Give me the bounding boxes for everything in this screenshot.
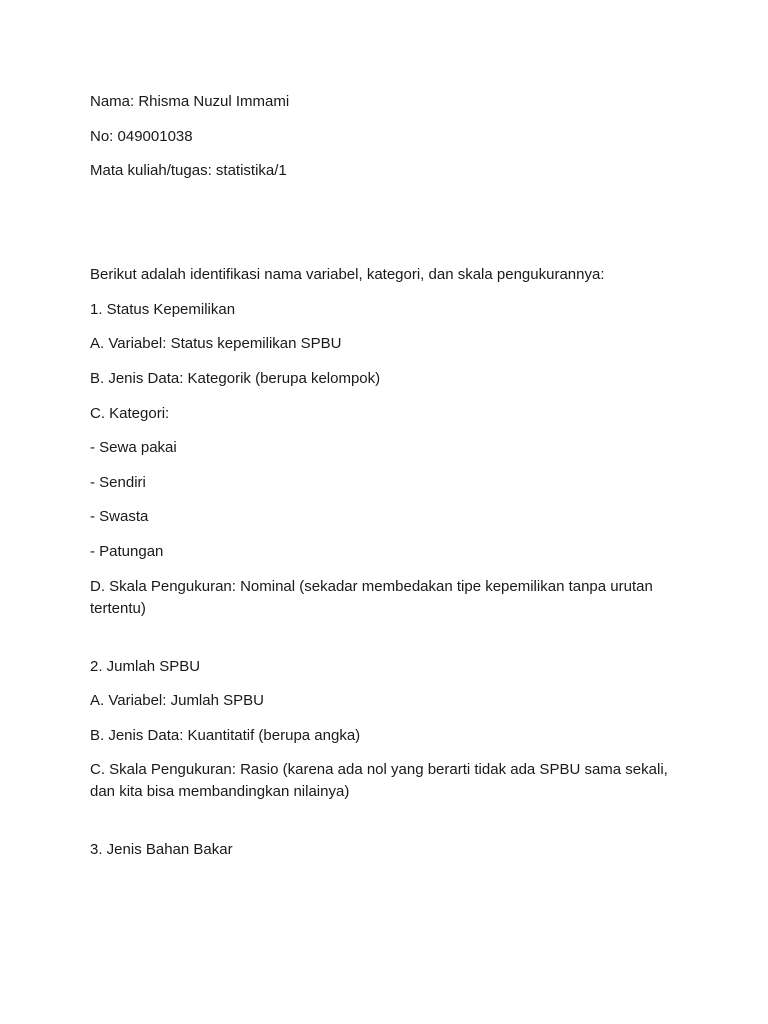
list-item: - Sendiri: [90, 473, 146, 491]
section-scale: D. Skala Pengukuran: Nominal (sekadar membedakan tipe kepemilikan tanpa urutan tertentu): [90, 577, 653, 617]
list-item: - Swasta: [90, 508, 149, 526]
list-item: - Sewa pakai: [90, 439, 177, 457]
document-body: [90, 91, 690, 874]
student-number: No: 049001038: [90, 127, 193, 145]
section-title: 1. Status Kepemilikan: [90, 300, 236, 318]
section-title: 2. Jumlah SPBU: [90, 657, 201, 675]
student-header: [90, 91, 690, 182]
intro-paragraph: Berikut adalah identifikasi nama variabel, kategori, dan skala pengukurannya:: [90, 266, 605, 284]
section-data-type: B. Jenis Data: Kuantitatif (berupa angka): [90, 726, 361, 744]
section-data-type: B. Jenis Data: Kategorik (berupa kelompok): [90, 369, 381, 387]
student-name: Nama: Rhisma Nuzul Immami: [90, 93, 290, 110]
section-categories-label: C. Kategori:: [90, 404, 170, 422]
list-item: - Patungan: [90, 542, 164, 560]
course-assignment: Mata kuliah/tugas: statistika/1: [90, 162, 287, 180]
section-variable: A. Variabel: Status kepemilikan SPBU: [90, 335, 342, 353]
section-jenis-bahan-bakar: [90, 839, 690, 861]
section-status-kepemilikan: [90, 299, 690, 620]
section-variable: A. Variabel: Jumlah SPBU: [90, 692, 264, 710]
section-scale: C. Skala Pengukuran: Rasio (karena ada nol yang berarti tidak ada SPBU sama sekali, dan kita bisa membandingkan nilainya): [90, 761, 668, 801]
section-title: 3. Jenis Bahan Bakar: [90, 841, 233, 859]
section-jumlah-spbu: [90, 656, 690, 804]
